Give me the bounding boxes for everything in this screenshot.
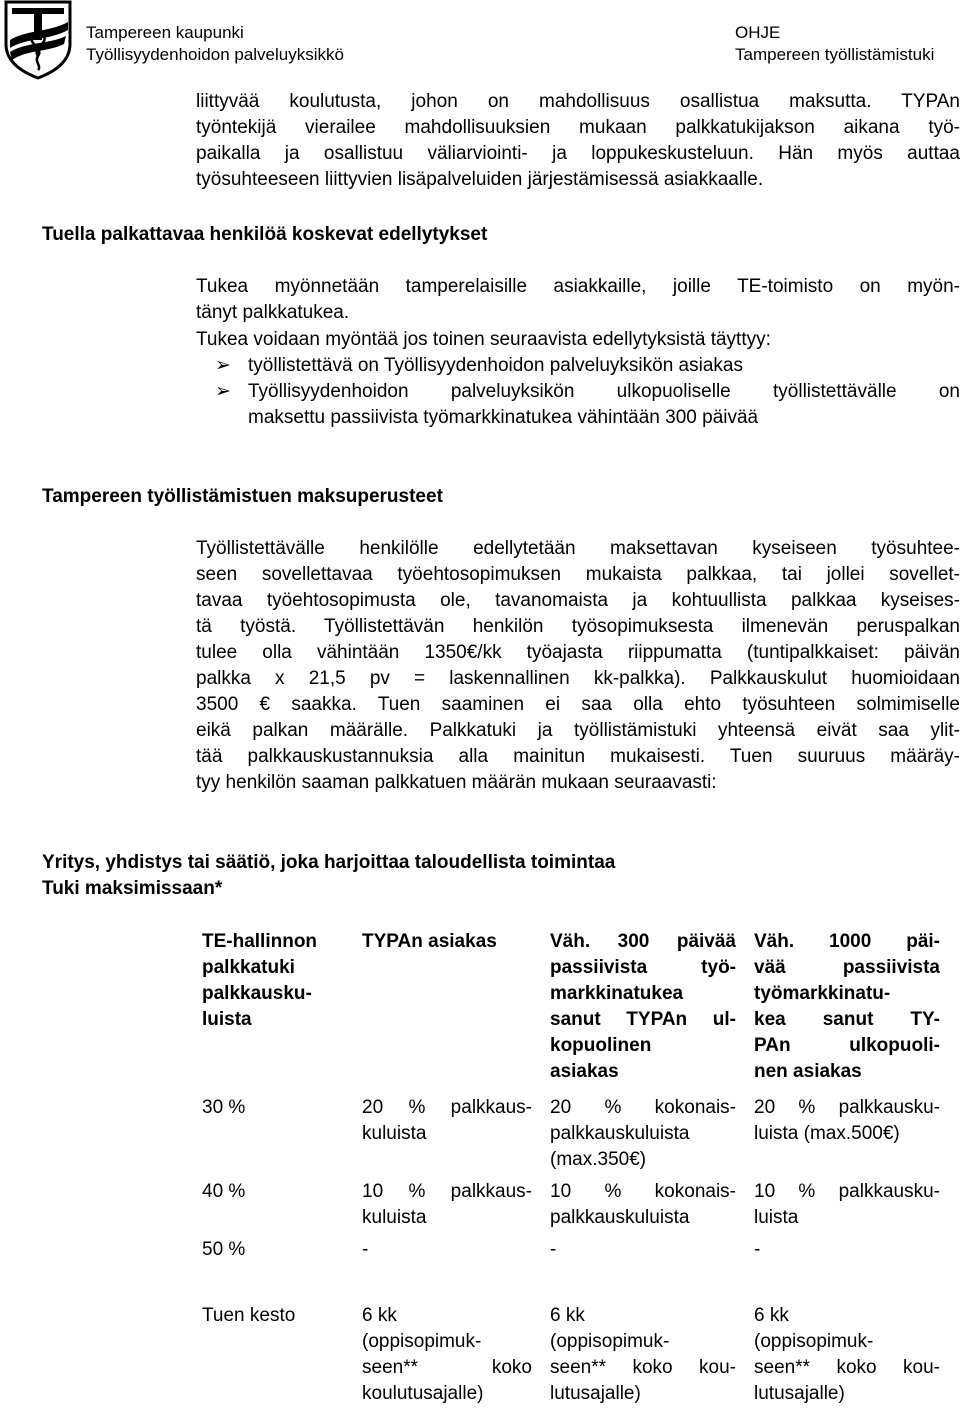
cell-line: (oppisopimuk-	[550, 1331, 670, 1352]
org-unit: Työllisyydenhoidon palveluyksikkö	[86, 45, 344, 64]
cell-line: TE-hallinnon	[202, 931, 318, 952]
table-cell	[540, 1176, 744, 1234]
table-header-row	[192, 926, 948, 1092]
cell-line: 6 kk	[550, 1305, 585, 1326]
text-line: 3500 € saakka. Tuen saaminen ei saa olla ehto työsuhteen solmimiselle	[196, 694, 960, 715]
cell-line: 50 %	[202, 1239, 246, 1260]
header-organization	[86, 22, 344, 66]
text-line: tulee olla vähintään 1350€/kk työajasta riippumatta (tuntipalkkaiset: päivän	[196, 642, 960, 663]
arrow-bullet-icon: ➢	[215, 381, 231, 402]
support-table	[192, 926, 948, 1410]
cell-line: -	[754, 1239, 761, 1260]
table-cell	[192, 1300, 352, 1410]
cell-line: 10 % kokonais-	[550, 1181, 736, 1202]
cell-line: 30 %	[202, 1097, 246, 1118]
cell-line: palkkauskuluista	[550, 1207, 690, 1228]
table-row	[192, 1300, 948, 1410]
cell-line: kea sanut TY-	[754, 1009, 940, 1030]
cell-line: nen asiakas	[754, 1061, 862, 1082]
city-crest-logo	[2, 0, 74, 80]
cell-line: asiakas	[550, 1061, 619, 1082]
cell-line: sanut TYPAn ul-	[550, 1009, 736, 1030]
cell-line: luista	[754, 1207, 799, 1228]
cell-line: -	[362, 1239, 369, 1260]
list-item	[212, 379, 960, 431]
text-line: maksettu passiivista työmarkkinatukea vähintään 300 päivää	[248, 407, 759, 428]
section-heading-payment: Tampereen työllistämistuen maksuperusteet	[42, 486, 443, 507]
cell-line: työmarkkinatu-	[754, 983, 891, 1004]
cell-line: Väh. 300 päivää	[550, 931, 736, 952]
payment-paragraph	[196, 536, 960, 796]
cell-line: PAn ulkopuoli-	[754, 1035, 940, 1056]
text-line: seen sovellettavaa työehtosopimuksen mukaista palkkaa, tai jollei sovellet-	[196, 564, 960, 585]
text-line: Tukea myönnetään tamperelaisille asiakkaille, joille TE-toimisto on myön-	[196, 276, 960, 297]
text-line: Tukea voidaan myöntää jos toinen seuraavista edellytyksistä täyttyy:	[196, 329, 771, 350]
cell-line: palkkausku-	[202, 983, 312, 1004]
conditions-intro-line	[196, 327, 960, 353]
text-line: työntekijä vierailee mahdollisuuksien mukaan palkkatukijakson aikana työ-	[196, 117, 960, 138]
cell-line: Väh. 1000 päi-	[754, 931, 940, 952]
cell-line: lutusajalle)	[550, 1383, 641, 1404]
text-line: eikä palkan määrälle. Palkkatuki ja työllistämistuki yhteensä eivät saa ylit-	[196, 720, 960, 741]
section-subheading-max: Tuki maksimissaan*	[42, 878, 223, 899]
cell-line: 10 % palkkausku-	[754, 1181, 940, 1202]
cell-line: TYPAn asiakas	[362, 931, 497, 952]
org-name: Tampereen kaupunki	[86, 23, 244, 42]
text-line: tänyt palkkatukea.	[196, 302, 350, 323]
table-row	[192, 1092, 948, 1176]
section-heading-company: Yritys, yhdistys tai säätiö, joka harjoittaa taloudellista toimintaa	[42, 852, 616, 873]
list-item	[212, 353, 960, 379]
table-cell	[744, 1176, 948, 1234]
cell-line: 40 %	[202, 1181, 246, 1202]
cell-line: (oppisopimuk-	[362, 1331, 482, 1352]
text-line: tä työstä. Työllistettävän henkilön työsopimuksesta ilmenevän peruspalkan	[196, 616, 960, 637]
cell-line: -	[550, 1239, 557, 1260]
table-cell	[540, 1300, 744, 1410]
conditions-bullet-list	[212, 353, 960, 431]
text-line: tavaa työehtosopimusta ole, tavanomaista ja kohtuullista palkkaa kyseises-	[196, 590, 960, 611]
table-cell	[540, 1092, 744, 1176]
cell-line: Tuen kesto	[202, 1305, 296, 1326]
cell-line: seen** koko kou-	[550, 1357, 736, 1378]
conditions-paragraph	[196, 274, 960, 326]
table-cell	[352, 1092, 540, 1176]
table-row	[192, 1176, 948, 1234]
cell-line: palkkauskuluista	[550, 1123, 690, 1144]
text-line: työsuhteeseen liittyvien lisäpalveluiden järjestämisessä asiakkaalle.	[196, 169, 764, 190]
text-line: paikalla ja osallistuu väliarviointi- ja loppukeskusteluun. Hän myös auttaa	[196, 143, 960, 164]
table-cell	[352, 1234, 540, 1266]
page-header	[0, 0, 960, 80]
cell-line: 6 kk	[362, 1305, 397, 1326]
table-spacer-row	[192, 1266, 948, 1300]
arrow-bullet-icon: ➢	[215, 355, 231, 376]
cell-line: 20 % palkkaus-	[362, 1097, 532, 1118]
cell-line: palkkatuki	[202, 957, 295, 978]
table-row	[192, 1234, 948, 1266]
cell-line: kopuolinen	[550, 1035, 652, 1056]
table-header-cell	[352, 926, 540, 1092]
cell-line: luista (max.500€)	[754, 1123, 900, 1144]
cell-line: passiivista työ-	[550, 957, 736, 978]
text-line: liittyvää koulutusta, johon on mahdollisuus osallistua maksutta. TYPAn	[196, 91, 960, 112]
cell-line: markkinatukea	[550, 983, 684, 1004]
table-cell	[192, 1234, 352, 1266]
cell-line: luista	[202, 1009, 252, 1030]
doc-type: OHJE	[735, 23, 781, 42]
cell-line: seen** koko kou-	[754, 1357, 940, 1378]
cell-line: koulutusajalle)	[362, 1383, 484, 1404]
text-line: tyy henkilön saaman palkkatuen määrän mukaan seuraavasti:	[196, 772, 717, 793]
doc-title: Tampereen työllistämistuki	[735, 45, 935, 64]
table-cell	[744, 1300, 948, 1410]
table-cell	[192, 1092, 352, 1176]
cell-line: seen** koko	[362, 1357, 532, 1378]
cell-line: 6 kk	[754, 1305, 789, 1326]
text-line: Työllisyydenhoidon palveluyksikön ulkopuoliselle työllistettävälle on	[248, 381, 960, 402]
table-cell	[192, 1176, 352, 1234]
section-heading-conditions: Tuella palkattavaa henkilöä koskevat edellytykset	[42, 224, 488, 245]
table-cell	[352, 1176, 540, 1234]
cell-line: kuluista	[362, 1123, 427, 1144]
header-document	[735, 22, 934, 66]
intro-paragraph	[196, 89, 960, 193]
table-cell	[540, 1234, 744, 1266]
table-header-cell	[744, 926, 948, 1092]
table-header-cell	[192, 926, 352, 1092]
cell-line: lutusajalle)	[754, 1383, 845, 1404]
table-spacer-cell	[192, 1266, 948, 1300]
cell-line: 10 % palkkaus-	[362, 1181, 532, 1202]
cell-line: kuluista	[362, 1207, 427, 1228]
table-cell	[744, 1092, 948, 1176]
cell-line: vää passiivista	[754, 957, 940, 978]
text-line: työllistettävä on Työllisyydenhoidon palveluyksikön asiakas	[248, 355, 743, 376]
text-line: tää palkkauskustannuksia alla mainitun mukaisesti. Tuen suuruus määräy-	[196, 746, 960, 767]
table-header-cell	[540, 926, 744, 1092]
cell-line: 20 % palkkausku-	[754, 1097, 940, 1118]
cell-line: (oppisopimuk-	[754, 1331, 874, 1352]
table-cell	[744, 1234, 948, 1266]
table-cell	[352, 1300, 540, 1410]
cell-line: 20 % kokonais-	[550, 1097, 736, 1118]
cell-line: (max.350€)	[550, 1149, 647, 1170]
text-line: Työllistettävälle henkilölle edellytetään maksettavan kyseiseen työsuhtee-	[196, 538, 960, 559]
text-line: palkka x 21,5 pv = laskennallinen kk-palkka). Palkkauskulut huomioidaan	[196, 668, 960, 689]
